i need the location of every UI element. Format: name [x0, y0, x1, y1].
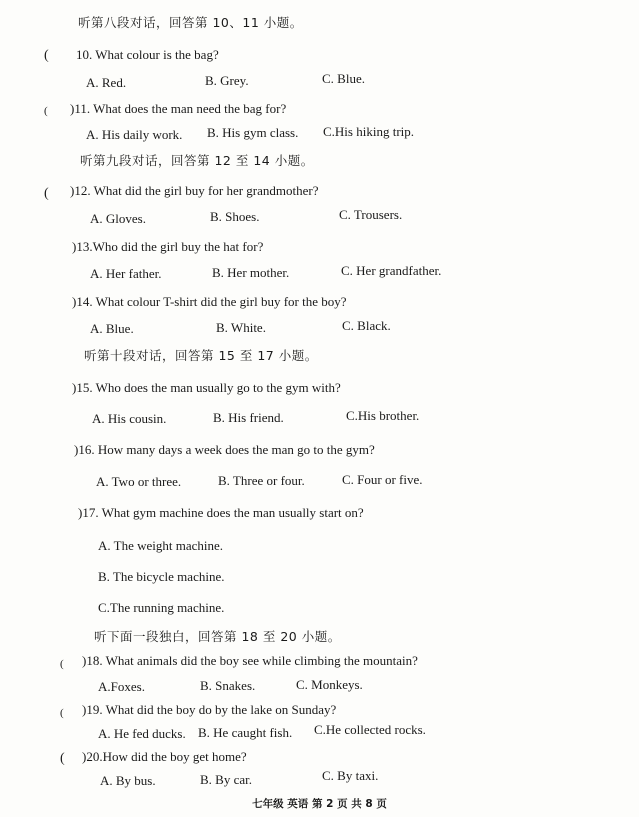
question-stem: 10. What colour is the bag?	[76, 47, 219, 62]
answer-paren: (	[44, 186, 49, 201]
option-c: C.He collected rocks.	[314, 722, 426, 737]
answer-paren: (	[44, 48, 49, 63]
option-a: A.Foxes.	[98, 679, 145, 694]
option-a: A. Blue.	[90, 321, 134, 336]
option-b: B. Three or four.	[218, 473, 305, 488]
option-c: C. Four or five.	[342, 472, 423, 487]
option-b: B. The bicycle machine.	[98, 569, 225, 584]
option-a: A. Gloves.	[90, 211, 146, 226]
question-stem: )14. What colour T-shirt did the girl buy for the boy?	[72, 294, 347, 309]
answer-paren: (	[60, 707, 64, 719]
option-a: A. His cousin.	[92, 411, 167, 426]
option-c: C.The running machine.	[98, 600, 225, 615]
question-stem: )13.Who did the girl buy the hat for?	[72, 239, 264, 254]
option-a: A. Her father.	[90, 266, 162, 281]
option-a: A. By bus.	[100, 773, 156, 788]
option-b: B. Her mother.	[212, 265, 290, 280]
option-b: B. Shoes.	[210, 209, 260, 224]
option-c: C. Trousers.	[339, 207, 403, 222]
option-c: C. Blue.	[322, 71, 365, 86]
question-stem: )20.How did the boy get home?	[82, 749, 247, 764]
option-a: A. His daily work.	[86, 127, 183, 142]
option-c: C.His brother.	[346, 408, 420, 423]
question-stem: )12. What did the girl buy for her grandmother?	[70, 183, 319, 198]
section-instruction: 听第八段对话，回答第 10、11 小题。	[78, 15, 303, 30]
question-stem: )16. How many days a week does the man go to the gym?	[74, 442, 375, 457]
option-c: C. By taxi.	[322, 768, 379, 783]
option-b: B. He caught fish.	[198, 725, 293, 740]
question-stem: )18. What animals did the boy see while climbing the mountain?	[82, 653, 418, 668]
answer-paren: (	[44, 105, 48, 117]
answer-paren: (	[60, 751, 65, 766]
option-b: B. Snakes.	[200, 678, 256, 693]
option-a: A. The weight machine.	[98, 538, 224, 553]
option-c: C. Her grandfather.	[341, 263, 442, 278]
answer-paren: (	[60, 658, 64, 670]
question-stem: )17. What gym machine does the man usually start on?	[78, 505, 364, 520]
option-a: A. He fed ducks.	[98, 726, 186, 741]
option-b: B. His gym class.	[207, 125, 299, 140]
option-c: C.His hiking trip.	[323, 124, 415, 139]
question-stem: )15. Who does the man usually go to the gym with?	[72, 380, 341, 395]
section-instruction: 听下面一段独白，回答第 18 至 20 小题。	[94, 629, 341, 644]
option-b: B. White.	[216, 320, 266, 335]
option-c: C. Monkeys.	[296, 677, 363, 692]
option-a: A. Red.	[86, 75, 127, 90]
option-b: B. Grey.	[205, 73, 249, 88]
option-b: B. His friend.	[213, 410, 284, 425]
page-footer: 七年级 英语 第 2 页 共 8 页	[252, 798, 387, 810]
option-c: C. Black.	[342, 318, 391, 333]
option-b: B. By car.	[200, 772, 252, 787]
question-stem: )19. What did the boy do by the lake on Sunday?	[82, 702, 337, 717]
section-instruction: 听第十段对话，回答第 15 至 17 小题。	[84, 348, 318, 363]
question-stem: )11. What does the man need the bag for?	[70, 101, 287, 116]
option-a: A. Two or three.	[96, 474, 182, 489]
section-instruction: 听第九段对话，回答第 12 至 14 小题。	[80, 153, 314, 168]
